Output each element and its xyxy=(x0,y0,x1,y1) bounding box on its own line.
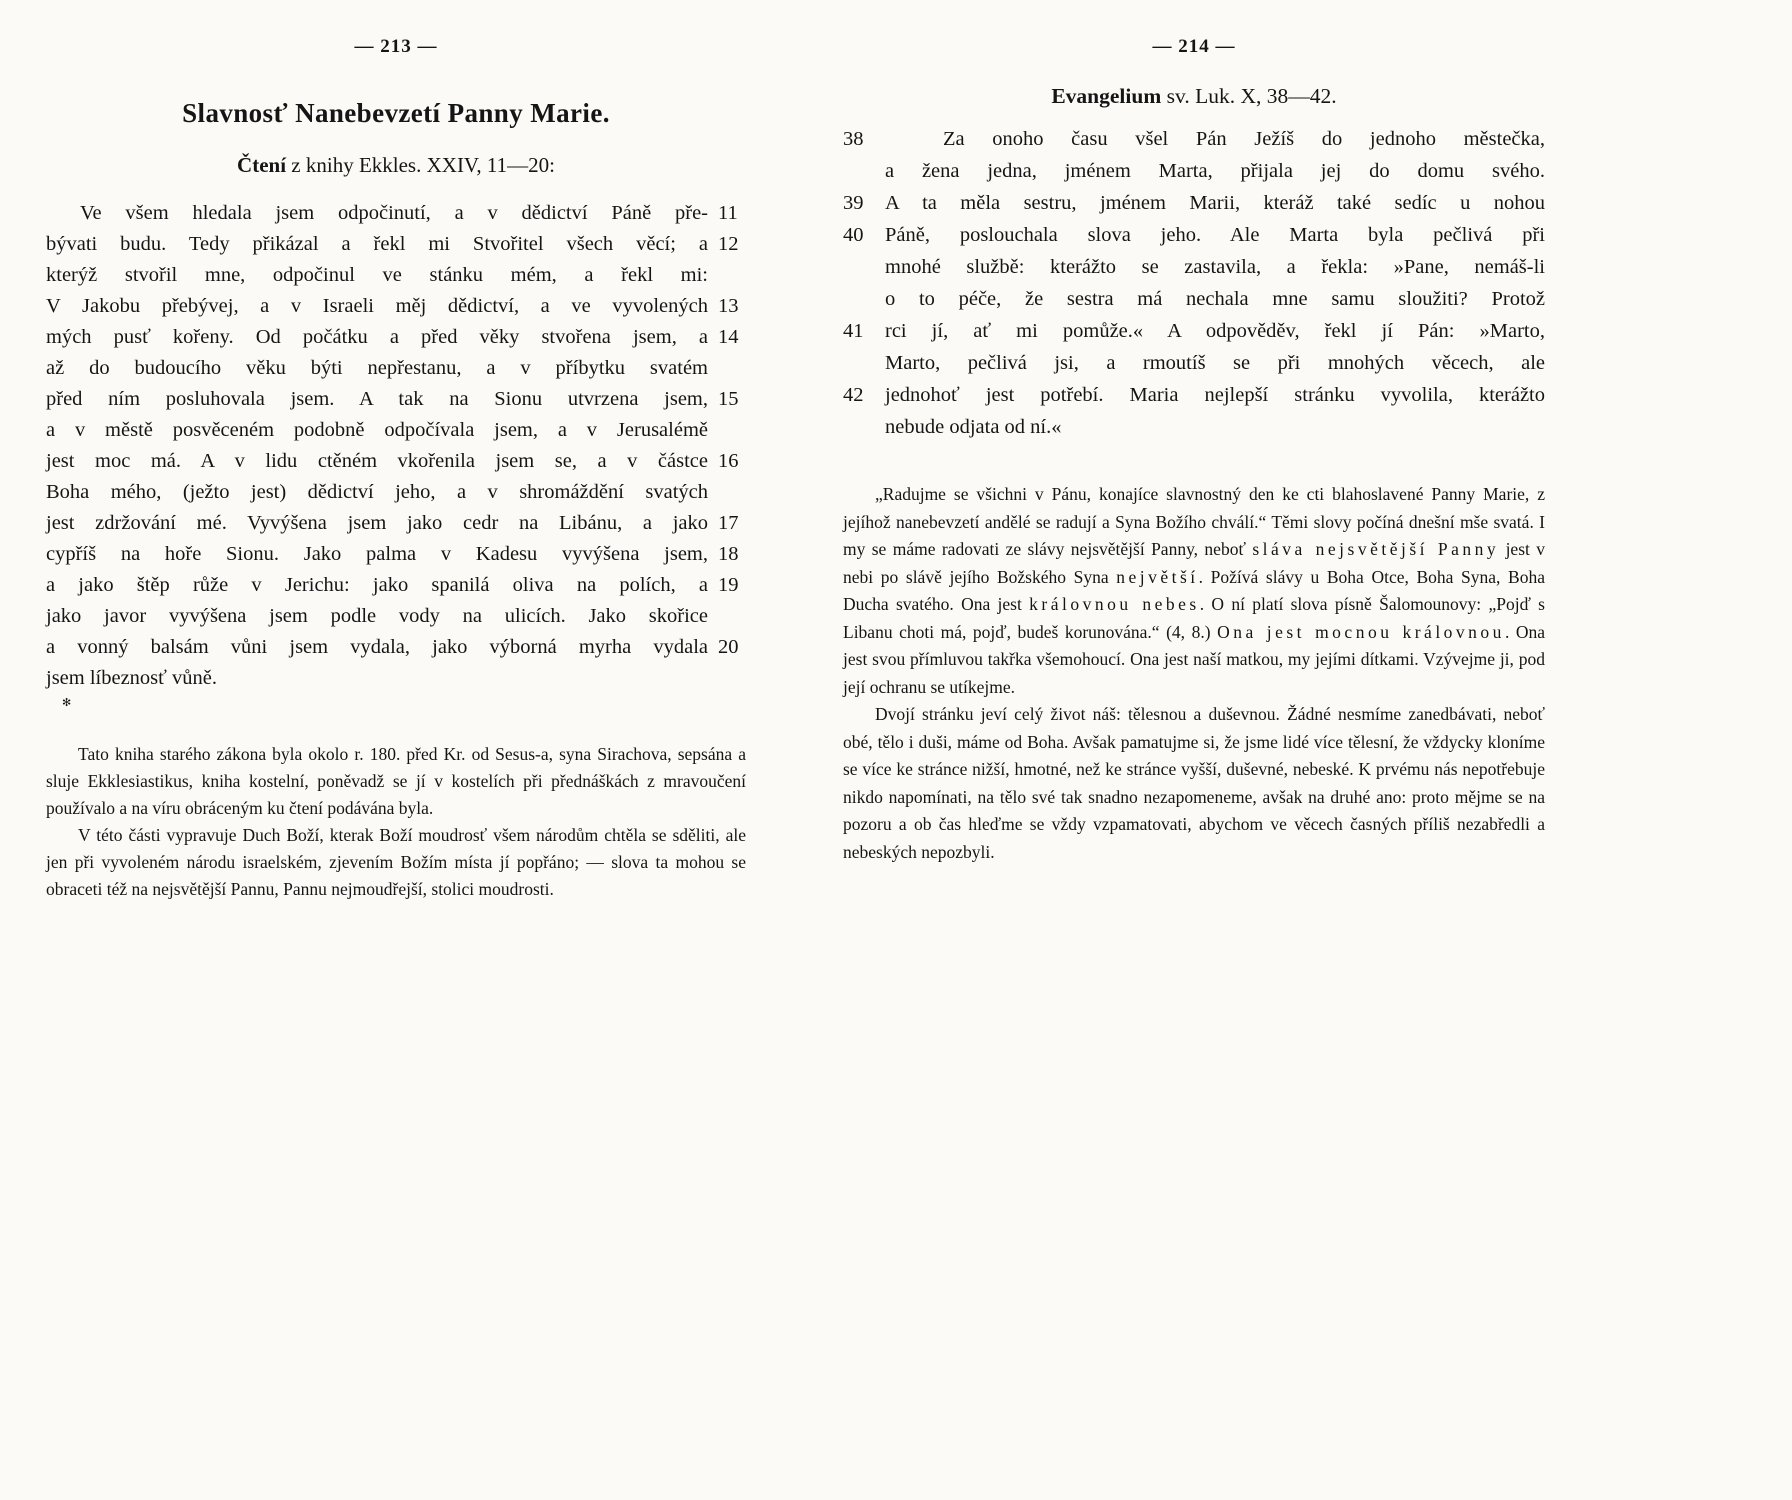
verse-text: mnohé službě: kterážto se zastavila, a řekla: »Pane, nemáš-li xyxy=(885,256,1545,278)
verse-text: a vonný balsám vůni jsem vydala, jako výborná myrha vydala xyxy=(46,636,708,658)
verse-number xyxy=(708,415,746,446)
gospel-line xyxy=(843,219,1545,251)
gospel-line xyxy=(843,315,1545,347)
verse-text: a v městě posvěceném podobně odpočívala jsem, a v Jerusalémě xyxy=(46,419,708,441)
reading-line xyxy=(46,663,746,694)
emphasized-text: největší xyxy=(1116,566,1199,587)
gospel-line xyxy=(843,411,1545,443)
reading-line xyxy=(46,353,746,384)
verse-number xyxy=(843,155,885,187)
verse-number: 20 xyxy=(718,636,739,658)
verse-number xyxy=(843,411,885,443)
verse-text: nebude odjata od ní.« xyxy=(885,416,1062,438)
feast-title: Slavnosť Nanebevzetí Panny Marie. xyxy=(182,98,610,128)
emphasized-text: královnou nebes xyxy=(1029,594,1200,614)
verse-number xyxy=(843,251,885,283)
verse-text: Boha mého, (ježto jest) dědictví jeho, a v shromáždění svatých xyxy=(46,481,708,503)
reading-line xyxy=(46,322,746,353)
reading-line xyxy=(46,260,746,291)
verse-text: o to péče, že sestra má nechala mne samu sloužiti? Protož xyxy=(885,288,1545,310)
verse-text: až do budoucího věku býti nepřestanu, a v příbytku svatém xyxy=(46,357,708,379)
reading-line xyxy=(46,477,746,508)
verse-text: Za onoho času všel Pán Ježíš do jednoho městečka, xyxy=(943,128,1545,150)
verse-text: Marto, pečlivá jsi, a rmoutíš se při mnohých věcech, ale xyxy=(885,352,1545,374)
verse-number: 16 xyxy=(718,450,739,472)
emphasized-text: sláva nejsvětější Panny xyxy=(1252,539,1500,559)
text-segment: Dvojí stránku jeví celý život náš: tělesnou a duševnou. Žádné nesmíme zanedbávati, neboť obé, tělo i duši, máme od Boha. Avšak pamatujme si, že jsme lidé více tělesní, že vždycky kloníme se více ke stránce nižší, hmotné, než ke stránce vyšší, duševné, nebeské. K prvému nás nepotřebuje nikdo napomínati, na tělo své tak snadno nezapomeneme, avšak na druhé ano: proto mějme se na pozoru a ob čas hleďme se vždy vzpamatovati, abychom ve věcech časných příliš nezabředli a nebeských nepozbyli. xyxy=(843,704,1545,862)
ornament-mark: ✻ xyxy=(62,697,72,709)
verse-text: Ve všem hledala jsem odpočinutí, a v dědictví Páně pře- xyxy=(80,202,708,224)
commentary xyxy=(843,481,1545,866)
gospel-heading xyxy=(843,84,1545,109)
verse-text: mých pusť kořeny. Od počátku a před věky stvořena jsem, a xyxy=(46,326,708,348)
verse-text: bývati budu. Tedy přikázal a řekl mi Stvořitel všech věcí; a xyxy=(46,233,708,255)
text-segment: . Ona jest svou přímluvou takřka všemohoucí. Ona jest naší matkou, my jejími dítkami. Vzývejme ji, pod její ochranu se utíkejme. xyxy=(843,621,1545,697)
page-left xyxy=(46,0,746,1500)
verse-text: rci jí, ať mi pomůže.« A odpověděv, řekl jí Pán: »Marto, xyxy=(885,320,1545,342)
reading-subtitle xyxy=(46,153,746,178)
text-segment: . Požívá slávy u Boha Otce, Boha Syna, Boha Ducha svatého. Ona jest xyxy=(843,566,1545,614)
reading-line xyxy=(46,384,746,415)
reading-line xyxy=(46,229,746,260)
verse-number: 11 xyxy=(718,202,738,224)
gospel-heading-rest: sv. Luk. X, 38—42. xyxy=(1161,84,1337,108)
reading-line xyxy=(46,570,746,601)
verse-number xyxy=(843,347,885,379)
verse-number: 38 xyxy=(843,128,864,150)
verse-text: kterýž stvořil mne, odpočinul ve stánku mém, a řekl mi: xyxy=(46,264,708,286)
gospel-line xyxy=(843,155,1545,187)
reading-line xyxy=(46,632,746,663)
commentary-paragraph xyxy=(843,701,1545,866)
verse-number: 17 xyxy=(718,512,739,534)
note-paragraph: V této části vypravuje Duch Boží, kterak Boží moudrosť všem národům chtěla se sděliti, ale jen při vyvoleném národu israelském, zjevením Božím místa jí popřáno; — slova ta mohou se obraceti též na nejsvětější Pannu, Pannu nejmoudřejší, stolici moudrosti. xyxy=(46,825,746,899)
verse-number xyxy=(708,663,746,694)
verse-number xyxy=(843,283,885,315)
reading-notes xyxy=(46,741,746,903)
reading-line xyxy=(46,446,746,477)
verse-number: 39 xyxy=(843,192,864,214)
reading-subtitle-lead: Čtení xyxy=(237,153,287,177)
reading-line xyxy=(46,291,746,322)
verse-number: 13 xyxy=(718,295,739,317)
verse-text: jest zdržování mé. Vyvýšena jsem jako cedr na Libánu, a jako xyxy=(46,512,708,534)
scripture-reading xyxy=(46,198,746,694)
verse-number: 12 xyxy=(718,233,739,255)
text-segment: . O ní platí slova písně Šalomounovy: „Pojď s Libanu choti má, pojď, budeš korunována.“ (4, 8.) xyxy=(843,594,1545,642)
commentary-paragraph xyxy=(843,481,1545,701)
verse-number: 14 xyxy=(718,326,739,348)
verse-number: 40 xyxy=(843,224,864,246)
verse-number: 18 xyxy=(718,543,739,565)
verse-text: Páně, poslouchala slova jeho. Ale Marta byla pečlivá při xyxy=(885,224,1545,246)
page-number-left: — 213 — xyxy=(354,36,438,57)
verse-number xyxy=(708,477,746,508)
verse-text: A ta měla sestru, jménem Marii, kteráž také sedíc u nohou xyxy=(885,192,1545,214)
note-paragraph: Tato kniha starého zákona byla okolo r. 180. před Kr. od Sesus-a, syna Sirachova, sepsána a sluje Ekklesiastikus, kniha kostelní, poněvadž se jí v kostelích při přednáškách z mravoučení používalo a na víru obráceným ku čtení podávána byla. xyxy=(46,744,746,818)
verse-number: 15 xyxy=(718,388,739,410)
text-segment: jest v nebi po slávě jejího Božského Syna xyxy=(843,539,1546,587)
verse-text: jest moc má. A v lidu ctěném vkořenila jsem se, a v částce xyxy=(46,450,708,472)
verse-number xyxy=(708,353,746,384)
verse-text: jednohoť jest potřebí. Maria nejlepší stránku vyvolila, kterážto xyxy=(885,384,1545,406)
gospel-line xyxy=(843,379,1545,411)
reading-line xyxy=(46,508,746,539)
verse-text: a jako štěp růže v Jerichu: jako spanilá oliva na polích, a xyxy=(46,574,708,596)
page-number-right: — 214 — xyxy=(1152,36,1236,57)
verse-text: cypříš na hoře Sionu. Jako palma v Kadesu vyvýšena jsem, xyxy=(46,543,708,565)
verse-text: jsem líbeznosť vůně. xyxy=(46,667,218,689)
verse-number: 42 xyxy=(843,384,864,406)
reading-line xyxy=(46,601,746,632)
verse-number xyxy=(708,260,746,291)
reading-line xyxy=(46,198,746,229)
gospel-text xyxy=(843,123,1545,443)
verse-text: před ním posluhovala jsem. A tak na Sionu utvrzena jsem, xyxy=(46,388,708,410)
reading-line xyxy=(46,415,746,446)
gospel-line xyxy=(843,123,1545,155)
reading-subtitle-rest: z knihy Ekkles. XXIV, 11—20: xyxy=(286,153,555,177)
gospel-line xyxy=(843,187,1545,219)
verse-text: V Jakobu přebývej, a v Israeli měj dědictví, a ve vyvolených xyxy=(46,295,708,317)
verse-text: jako javor vyvýšena jsem podle vody na ulicích. Jako skořice xyxy=(46,605,708,627)
emphasized-text: Ona jest mocnou královnou xyxy=(1217,621,1505,642)
gospel-heading-lead: Evangelium xyxy=(1051,84,1162,108)
verse-text: a žena jedna, jménem Marta, přijala jej do domu svého. xyxy=(885,160,1545,182)
verse-number: 19 xyxy=(718,574,739,596)
gospel-line xyxy=(843,347,1545,379)
gospel-line xyxy=(843,251,1545,283)
text-segment: „Radujme se všichni v Pánu, konajíce slavnostný den ke cti blahoslavené Panny Marie, z jejíhož nanebevzetí andělé se radují a Syna Božího chválí.“ Těmi slovy počíná dnešní mše svatá. I my se máme radovati ze slávy nejsvětější Panny, neboť xyxy=(843,484,1545,559)
verse-number: 41 xyxy=(843,320,864,342)
reading-line xyxy=(46,539,746,570)
gospel-line xyxy=(843,283,1545,315)
verse-number xyxy=(708,601,746,632)
page-right xyxy=(843,0,1545,1500)
